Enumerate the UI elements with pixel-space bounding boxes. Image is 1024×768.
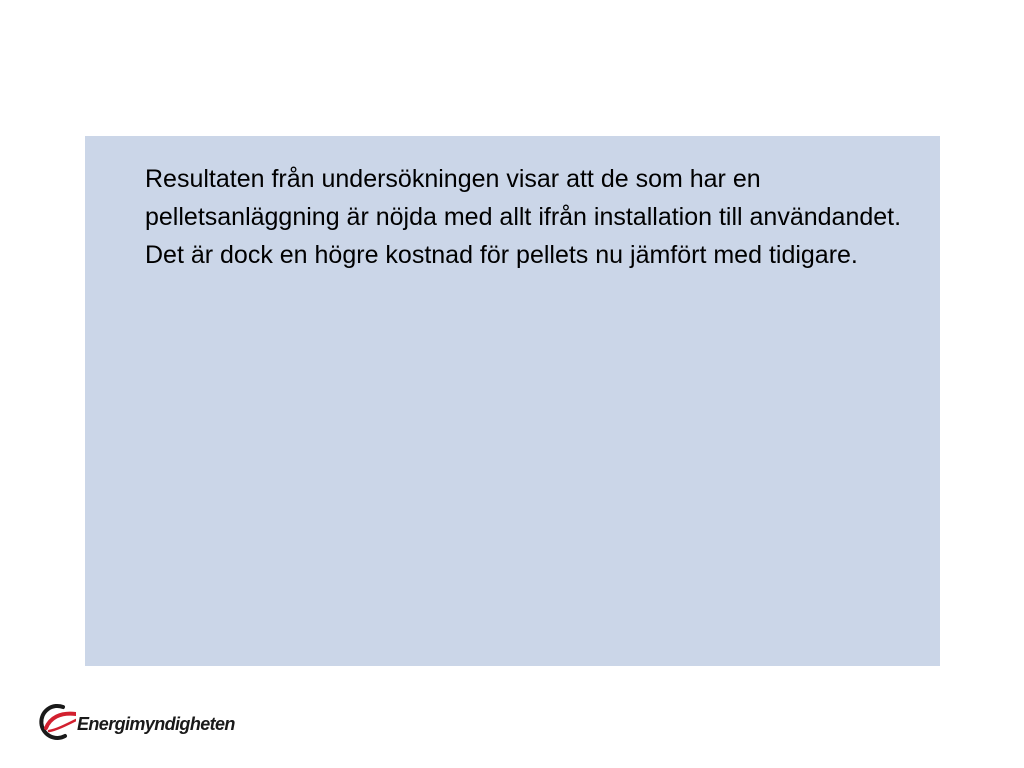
energimyndigheten-logo-icon: [36, 700, 76, 744]
body-text: Resultaten från undersökningen visar att de som har en pelletsanläggning är nöjda med allt ifrån installation till användandet. Det är dock en högre kostnad för pellets nu jämfört med tidigare.: [145, 165, 902, 269]
energimyndigheten-logo: [36, 700, 235, 744]
content-box: [85, 136, 940, 666]
logo-text: Energimyndigheten: [77, 713, 235, 734]
